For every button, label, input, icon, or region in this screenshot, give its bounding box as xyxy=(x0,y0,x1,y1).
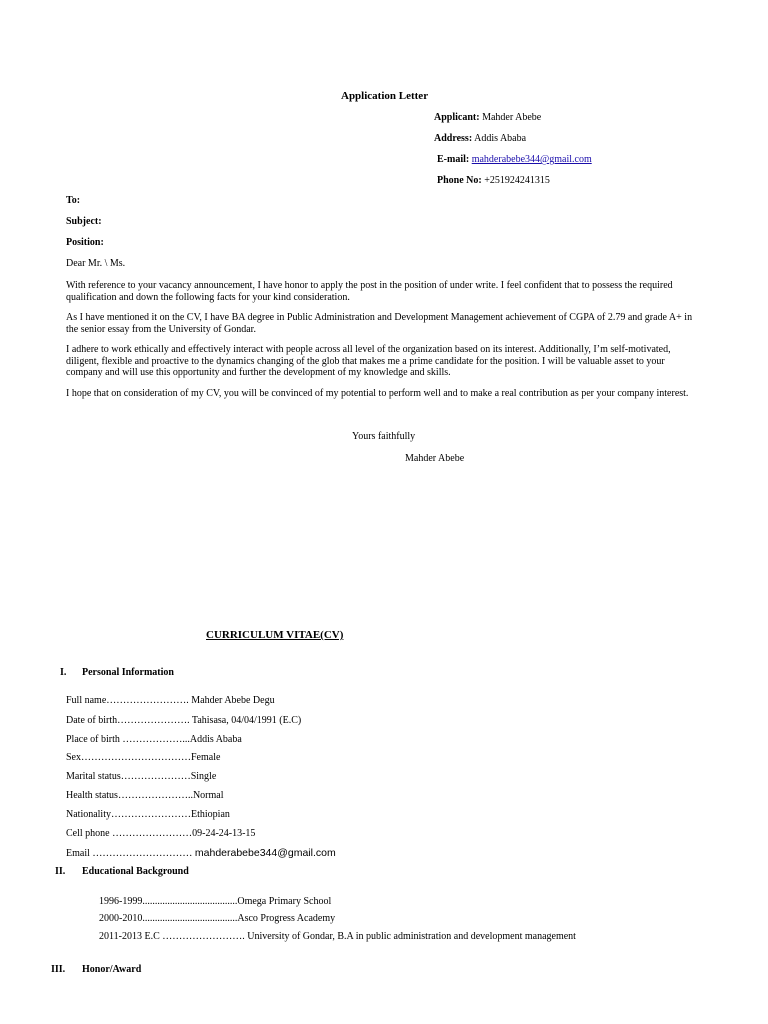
list-item: Place of birth ………………...Addis Ababa xyxy=(66,734,242,745)
section-heading-education: Educational Background xyxy=(82,866,189,877)
to-label: To: xyxy=(66,195,81,206)
section-heading-personal: Personal Information xyxy=(82,667,174,678)
email-label: E-mail: xyxy=(437,154,470,165)
list-item: 2011-2013 E.C ……………………. University of Gondar, B.A in public administration and development management xyxy=(99,931,576,942)
email-line xyxy=(437,154,592,166)
applicant-label: Applicant: xyxy=(434,112,480,123)
list-item: 2000-2010......................................Asco Progress Academy xyxy=(99,913,336,924)
subject-label: Subject: xyxy=(66,216,102,227)
phone-value: +251924241315 xyxy=(484,175,550,186)
section-number: II. xyxy=(55,866,66,877)
cv-title: CURRICULUM VITAE(CV) xyxy=(206,629,344,641)
phone-label: Phone No: xyxy=(437,175,482,186)
letter-title: Application Letter xyxy=(341,90,429,102)
address-value: Addis Ababa xyxy=(474,133,527,144)
section-number: III. xyxy=(51,964,66,975)
letter-paragraph: I hope that on consideration of my CV, you will be convinced of my potential to perform well and to make a real contribution as per your company interest. xyxy=(66,388,689,399)
phone-line xyxy=(437,175,550,187)
list-item: Cell phone ……………………09-24-24-13-15 xyxy=(66,828,256,839)
list-item: 1996-1999......................................Omega Primary School xyxy=(99,896,332,907)
position-label: Position: xyxy=(66,237,104,248)
list-item: Date of birth…………………. Tahisasa, 04/04/1991 (E.C) xyxy=(66,715,302,726)
salutation: Dear Mr. \ Ms. xyxy=(66,258,126,269)
list-item: Sex……………………………Female xyxy=(66,752,221,763)
list-item: Full name……………………. Mahder Abebe Degu xyxy=(66,695,275,706)
list-item: Marital status…………………Single xyxy=(66,771,217,782)
applicant-line xyxy=(434,112,541,124)
email-link[interactable]: mahderabebe344@gmail.com xyxy=(471,154,592,165)
address-line xyxy=(434,133,526,145)
address-label: Address: xyxy=(434,133,473,144)
letter-paragraph: I adhere to work ethically and effectively interact with people across all level of the organization based on its interest. Additionally, I’m self-motivated, diligent, flexible and proactive to the dynamics changing of the glob that makes me a prime candidate for the position. I will be valuable asset to your company and will use this opportunity and further the development of my knowledge and skills. xyxy=(66,344,671,378)
list-item: Email ………………………… mahderabebe344@gmail.com xyxy=(66,847,336,859)
list-item: Health status…………………..Normal xyxy=(66,790,224,801)
signature: Mahder Abebe xyxy=(405,453,465,464)
section-number: I. xyxy=(60,667,67,678)
letter-paragraph: With reference to your vacancy announcement, I have honor to apply the post in the position of under write. I feel confident that to possess the required qualification and down the following facts for your kind consideration. xyxy=(66,280,673,303)
applicant-value: Mahder Abebe xyxy=(482,112,542,123)
closing: Yours faithfully xyxy=(352,431,416,442)
letter-paragraph: As I have mentioned it on the CV, I have BA degree in Public Administration and Development Management achievement of CGPA of 2.79 and grade A+ in the senior essay from the University of Gondar. xyxy=(66,312,693,335)
section-heading-honor: Honor/Award xyxy=(82,964,142,975)
list-item: Nationality……………………Ethiopian xyxy=(66,809,230,820)
